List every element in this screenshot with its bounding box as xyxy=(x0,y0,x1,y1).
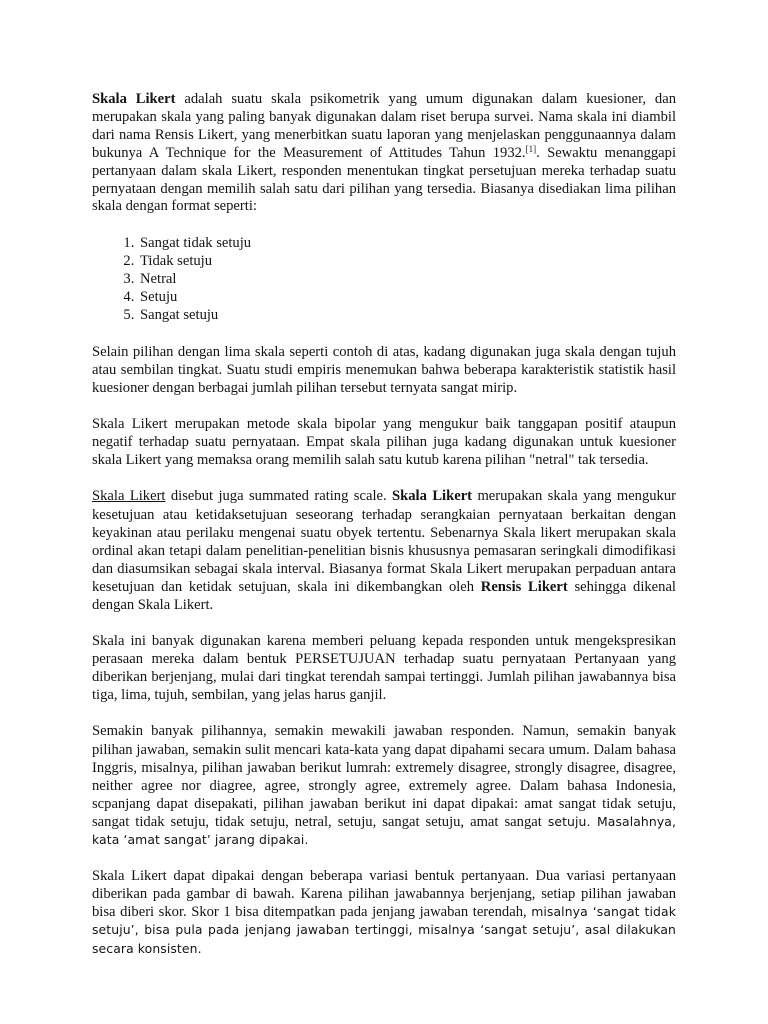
scale-options-list xyxy=(92,235,676,325)
scale-option-4: 4. Setuju xyxy=(138,289,676,307)
para7-text: Skala Likert dapat dipakai dengan beberapa variasi bentuk pertanyaan. Dua variasi pertanyaan diberikan pada gambar di bawah. Karena pilihan jawabannya berjenjang, setiap pilihan jawaban bisa diberi skor. Skor 1 bisa ditempatkan pada jenjang jawaban terendah, xyxy=(92,868,676,921)
intro-paragraph xyxy=(92,91,676,216)
intro-text-b: . Sewaktu menanggapi pertanyaan dalam skala Likert, responden menentukan tingkat persetujuan mereka terhadap suatu pernyataan dengan memilih salah satu dari pilihan yang tersedia. Biasanya disediakan lima pilihan skala dengan format seperti: xyxy=(92,144,676,215)
paragraph-summated-rating xyxy=(92,487,676,614)
paragraph-answer-choices xyxy=(92,722,676,849)
paragraph-scale-variants: Selain pilihan dengan lima skala seperti contoh di atas, kadang digunakan juga skala dengan tujuh atau sembilan tingkat. Suatu studi empiris menemukan bahwa beberapa karakteristik statistik hasil kuesioner dengan berbagai jumlah pilihan tersebut ternyata sangat mirip. xyxy=(92,343,676,397)
para6-alt-text: setuju. Masalahnya, kata ‘amat sangat’ jarang dipakai. xyxy=(92,813,676,848)
scale-option-5: 5. Sangat setuju xyxy=(138,307,676,325)
para6-text: Semakin banyak pilihannya, semakin mewakili jawaban responden. Namun, semakin banyak pilihan jawaban, semakin sulit mencari kata-kata yang dapat dipahami secara umum. Dalam bahasa Inggris, misalnya, pilihan jawaban berikut lumrah: extremely disagree, strongly disagree, disagree, neither agree nor diagree, agree, strongly agree, extremely agree. Dalam bahasa Indonesia, scpanjang dapat disepakati, pilihan jawaban berikut ini dapat dipakai: amat sangat tidak setuju, sangat tidak setuju, tidak setuju, netral, setuju, sangat setuju, amat sangat xyxy=(92,723,676,830)
footnote-ref[interactable]: [1] xyxy=(525,143,537,154)
para4-text-c: sehingga dikenal dengan Skala Likert. xyxy=(92,578,676,613)
skala-likert-link[interactable]: Skala Likert xyxy=(92,488,166,505)
scale-option-3: 3. Netral xyxy=(138,271,676,289)
scale-option-2: 2. Tidak setuju xyxy=(138,253,676,271)
para7-alt-text: misalnya ‘sangat tidak setuju’, bisa pula pada jenjang jawaban tertinggi, misalnya ‘sangat setuju’, asal dilakukan secara konsisten. xyxy=(92,904,676,956)
paragraph-bipolar: Skala Likert merupakan metode skala bipolar yang mengukur baik tanggapan positif ataupun negatif terhadap suatu pernyataan. Empat skala pilihan juga kadang digunakan untuk kuesioner skala Likert yang memaksa orang memilih salah satu kutub karena pilihan "netral" tak tersedia. xyxy=(92,416,676,469)
term-skala-likert: Skala Likert xyxy=(92,91,176,107)
term-skala-likert-2: Skala Likert xyxy=(392,488,473,505)
intro-text-a: adalah suatu skala psikometrik yang umum digunakan dalam kuesioner, dan merupakan skala yang paling banyak digunakan dalam riset berupa survei. Nama skala ini diambil dari nama Rensis Likert, yang menerbitkan suatu laporan yang menjelaskan penggunaannya dalam bukunya A Technique for the Measurement of Attitudes Tahun 1932. xyxy=(92,91,677,161)
para4-text-b: merupakan skala yang mengukur kesetujuan atau ketidaksetujuan seseorang terhadap serangkaian pernyataan berkaitan dengan keyakinan atau perilaku mengenai suatu obyek tertentu. Sebenarnya Skala likert merupakan skala ordinal akan tetapi dalam penelitian-penelitian bisnis khususnya pemasaran seringkali dimodifikasi dan diasumsikan sebagai skala interval. Biasanya format Skala Likert merupakan perpaduan antara kesetujuan dan ketidak setujuan, skala ini dikembangkan oleh xyxy=(92,488,677,595)
term-rensis-likert: Rensis Likert xyxy=(480,578,568,595)
para4-text-a: disebut juga summated rating scale. xyxy=(165,488,393,505)
scale-option-1: 1. Sangat tidak setuju xyxy=(138,235,676,253)
paragraph-persetujuan: Skala ini banyak digunakan karena memberi peluang kepada responden untuk mengekspresikan perasaan mereka dalam bentuk PERSETUJUAN terhadap suatu pernyataan Pertanyaan yang diberikan berjenjang, mulai dari tingkat terendah sampai tertinggi. Jumlah pilihan jawabannya bisa tiga, lima, tujuh, sembilan, yang jelas harus ganjil. xyxy=(92,633,676,704)
paragraph-question-variants xyxy=(92,867,676,957)
